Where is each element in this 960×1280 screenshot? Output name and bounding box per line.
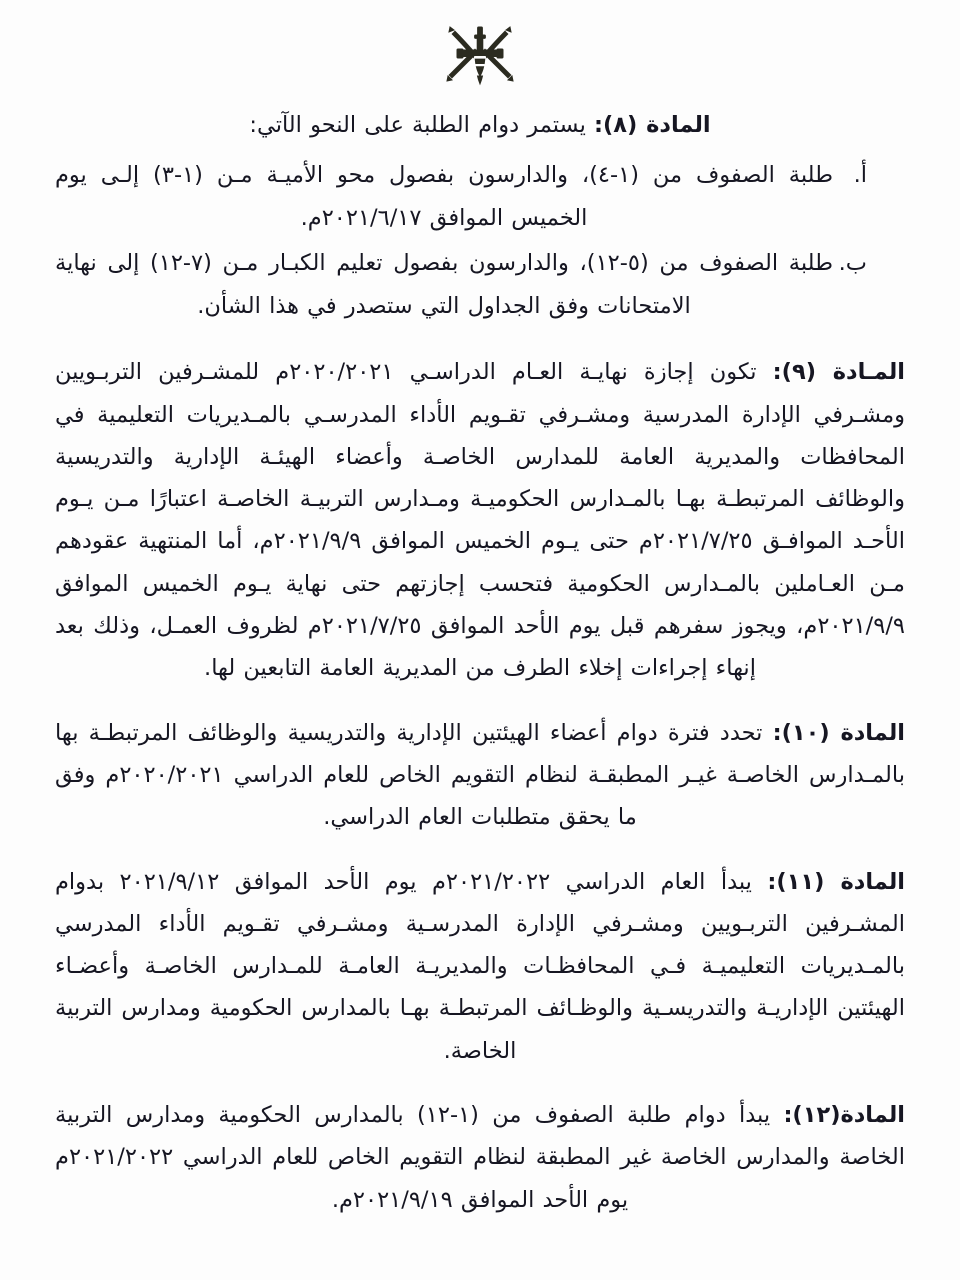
article-11-label: المادة (١١): (767, 868, 906, 895)
article-8-label: المادة (٨): (593, 112, 711, 138)
article-8-item-b-text: طلبة الصفوف من (٥-١٢)، والدارسون بفصول تعليم الكبـار مـن (٧-١٢) إلى نهاية الامتحانات وفق الجداول التي ستصدر في هذا الشأن. (55, 249, 833, 319)
article-9-label: المـادة (٩): (772, 359, 905, 386)
article-12 (55, 1094, 905, 1221)
article-8-item-b-marker: ب. (838, 249, 867, 276)
article-11-text: يبدأ العام الدراسي ٢٠٢١/٢٠٢٢م يوم الأحد الموافق ٢٠٢١/٩/١٢ بدوام المشـرفين التربـويين ومشـرفي الإدارة المدرسـية ومشـرفي تقـويم الأداء المدرسي بالمـديريات التعليميـة فـي المحافظـات والمديريـة العامـة للمـدارس الخاصـة وأعضـاء الهيئتين الإداريـة والتدريسـية والوظـائف المرتبطـة بهـا بالمدارس الحكومية ومدارس التربية الخاصة. (55, 868, 905, 1064)
article-9-text: تكون إجازة نهايـة العـام الدراسـي ٢٠٢٠/٢٠٢١م للمشـرفين التربـويين ومشـرفي الإدارة المدرسية ومشـرفي تقـويم الأداء المدرسـي بالمـديريات التعليمية في المحافظات والمديرية العامة للمدارس الخاصـة وأعضاء الهيئـة الإدارية والتدريسية والوظائف المرتبطـة بهـا بالمـدارس الحكوميـة ومـدارس التربيـة الخاصـة اعتبارًا مـن يـوم الأحـد الموافـق ٢٠٢١/٧/٢٥م حتى يـوم الخميس الموافق ٢٠٢١/٩/٩م، أما المنتهية عقودهم مـن العـاملين بالمـدارس الحكومية فتحسب إجازتهم حتى نهاية يـوم الخميس الموافق ٢٠٢١/٩/٩م، ويجوز سفرهم قبل يوم الأحد الموافق ٢٠٢١/٧/٢٥م لظروف العمـل، وذلك بعد إنهاء إجراءات إخلاء الطرف من المديرية العامة التابعين لها. (55, 359, 906, 682)
article-12-text: يبدأ دوام طلبة الصفوف من (١-١٢) بالمدارس الحكومية ومدارس التربية الخاصة والمدارس الخاصة غير المطبقة لنظام التقويم الخاص للعام الدراسي ٢٠٢١/٢٠٢٢م يوم الأحد الموافق ٢٠٢١/٩/١٩م. (55, 1102, 905, 1213)
national-emblem-of-oman-icon (443, 23, 517, 87)
document-body (55, 104, 905, 1221)
article-8-item-b (55, 242, 867, 328)
article-12-label: المادة(١٢): (783, 1102, 905, 1129)
article-8-item-a-text: طلبة الصفوف من (١-٤)، والدارسون بفصول محو الأميـة مـن (١-٣) إلـى يوم الخميس الموافق ٢٠٢١/٦/١٧م. (55, 162, 834, 232)
article-10 (55, 712, 905, 839)
article-11 (55, 861, 905, 1072)
article-8-item-a-marker: أ. (853, 162, 867, 189)
emblem-band (0, 0, 960, 96)
article-10-label: المادة (١٠): (772, 719, 905, 746)
article-8 (55, 104, 905, 146)
article-8-sub-list (55, 154, 905, 327)
article-9 (55, 351, 905, 689)
article-10-text: تحدد فترة دوام أعضاء الهيئتين الإدارية والتدريسية والوظائف المرتبطـة بها بالمـدارس الخاصـة غيـر المطبقـة لنظام التقويم الخاص للعام الدراسي ٢٠٢٠/٢٠٢١م وفق ما يحقق متطلبات العام الدراسي. (55, 719, 905, 831)
article-8-item-a (55, 154, 867, 240)
article-8-text: يستمر دوام الطلبة على النحو الآتي: (249, 112, 586, 138)
